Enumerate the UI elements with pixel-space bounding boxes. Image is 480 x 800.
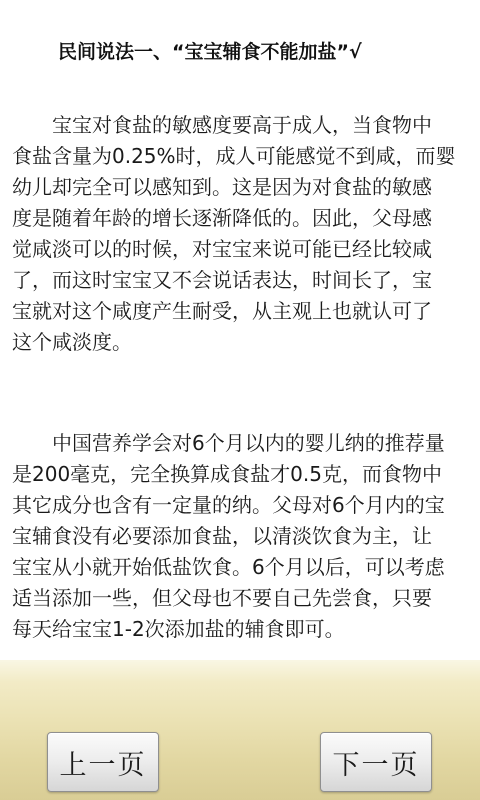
paragraph-line: 中国营养学会对6个月以内的婴儿纳的推荐量 — [12, 431, 445, 455]
paragraph-line: 了，而这时宝宝又不会说话表达，时间长了，宝 — [12, 268, 432, 292]
paragraph-line: 度是随着年龄的增长逐渐降低的。因此，父母感 — [12, 206, 432, 230]
paragraph-line: 宝就对这个咸度产生耐受，从主观上也就认可了 — [12, 299, 432, 323]
paragraph-line: 每天给宝宝1-2次添加盐的辅食即可。 — [12, 617, 345, 641]
paragraph-line: 宝辅食没有必要添加食盐，以清淡饮食为主，让 — [12, 524, 432, 548]
paragraph-line: 食盐含量为0.25%时，成人可能感觉不到咸，而婴 — [12, 144, 456, 168]
paragraph-line: 适当添加一些，但父母也不要自己先尝食，只要 — [12, 586, 432, 610]
paragraph-line: 宝宝从小就开始低盐饮食。6个月以后，可以考虑 — [12, 555, 445, 579]
paragraph-line: 其它成分也含有一定量的纳。父母对6个月内的宝 — [12, 493, 445, 517]
next-page-button[interactable]: 下一页 — [320, 732, 432, 792]
article-title: 民间说法一、“宝宝辅食不能加盐”√ — [58, 41, 362, 63]
paragraph-line: 宝宝对食盐的敏感度要高于成人，当食物中 — [12, 113, 432, 137]
paragraph-line: 觉咸淡可以的时候，对宝宝来说可能已经比较咸 — [12, 237, 432, 261]
article-paragraph-1 — [12, 110, 468, 358]
paragraph-line: 幼儿却完全可以感知到。这是因为对食盐的敏感 — [12, 175, 432, 199]
previous-page-button[interactable]: 上一页 — [47, 732, 159, 792]
paragraph-line: 是200毫克，完全换算成食盐才0.5克，而食物中 — [12, 462, 442, 486]
article-paragraph-2 — [12, 428, 468, 645]
paragraph-line: 这个咸淡度。 — [12, 330, 132, 354]
